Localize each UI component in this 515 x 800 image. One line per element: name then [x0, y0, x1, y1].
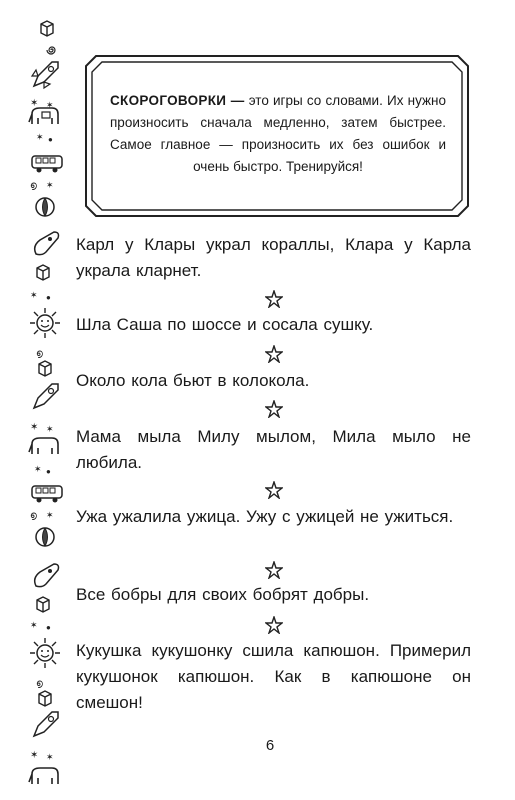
shoe-icon: [30, 228, 64, 258]
svg-text:●: ●: [46, 293, 51, 302]
bus-icon: [30, 482, 64, 504]
svg-text:✶: ✶: [46, 752, 54, 762]
twister-3: Около кола бьют в колокола.: [76, 371, 310, 390]
twister-5: Ужа ужалила ужица. Ужу с ужицей не ужиться.: [76, 507, 454, 526]
decorative-border: [0, 0, 70, 800]
intro-text: [110, 90, 446, 178]
intro-term: СКОРОГОВОРКИ —: [110, 93, 245, 108]
svg-text:✶: ✶: [36, 132, 44, 142]
cube-icon: [38, 18, 56, 38]
svg-text:✶: ✶: [30, 620, 38, 630]
svg-text:൭: ൭: [36, 678, 43, 688]
twister-6: Все бобры для своих бобрят добры.: [76, 585, 370, 604]
star-divider-icon: [265, 616, 283, 634]
cube-icon: [36, 688, 54, 708]
page-number: 6: [265, 737, 275, 754]
twister-1: Карл у Клары украл кораллы, Клара у Карла украла кларнет.: [76, 235, 471, 280]
stars-icon: [36, 130, 60, 144]
intro-body: это игры со словами. Их нужно произносить сначала медленно, затем быстрее. Самое главное — произносить их без ошибок и очень быстро. Тренируйся!: [110, 93, 446, 174]
star-divider-icon: [265, 481, 283, 499]
ball-icon: [34, 526, 56, 548]
svg-text:൭: ൭: [30, 180, 37, 190]
stars-icon: [34, 462, 58, 476]
svg-text:●: ●: [46, 623, 51, 632]
svg-text:൭: ൭: [30, 510, 37, 520]
ball-icon: [34, 196, 56, 218]
spiral-icon: [36, 346, 60, 358]
svg-text:✶: ✶: [46, 180, 54, 190]
stars-icon: [30, 420, 60, 434]
spiral-icon: [46, 44, 58, 56]
stars-icon: [30, 618, 60, 632]
spiral-icon: [36, 676, 60, 688]
cube-icon: [34, 594, 52, 614]
svg-text:✶: ✶: [46, 424, 54, 434]
twister-7: Кукушка кукушонку сшила капюшон. Примерил кукушонок капюшон. Как в капюшоне он смешон!: [76, 641, 471, 712]
star-divider-icon: [265, 400, 283, 418]
spiral-icon: [30, 178, 60, 190]
star-divider-icon: [265, 561, 283, 579]
svg-text:●: ●: [46, 467, 51, 476]
rocket-icon: [28, 58, 62, 92]
svg-text:✶: ✶: [30, 750, 39, 761]
bus-icon: [30, 152, 64, 174]
svg-text:✶: ✶: [34, 464, 42, 474]
star-divider-icon: [265, 345, 283, 363]
svg-text:൭: ൭: [36, 348, 43, 358]
sun-icon: [28, 636, 62, 670]
svg-text:✶: ✶: [30, 422, 39, 433]
intro-frame: [82, 52, 472, 220]
star-divider-icon: [265, 290, 283, 308]
cube-icon: [34, 262, 52, 282]
cube-icon: [36, 358, 54, 378]
stars-icon: [30, 288, 60, 302]
sun-icon: [28, 306, 62, 340]
rocket-icon: [28, 380, 62, 414]
elephant-icon: [28, 434, 62, 458]
spiral-icon: [30, 508, 60, 520]
svg-text:✶: ✶: [46, 100, 54, 110]
twister-4: Мама мыла Милу мылом, Мила мыло не любила.: [76, 427, 471, 472]
elephant-icon: [28, 104, 62, 128]
shoe-icon: [30, 560, 64, 590]
svg-text:✶: ✶: [46, 510, 54, 520]
svg-text:✶: ✶: [30, 290, 38, 300]
elephant-icon: [28, 764, 62, 788]
twister-2: Шла Саша по шоссе и сосала сушку.: [76, 315, 374, 334]
svg-text:✶: ✶: [30, 98, 39, 109]
svg-text:●: ●: [48, 135, 53, 144]
